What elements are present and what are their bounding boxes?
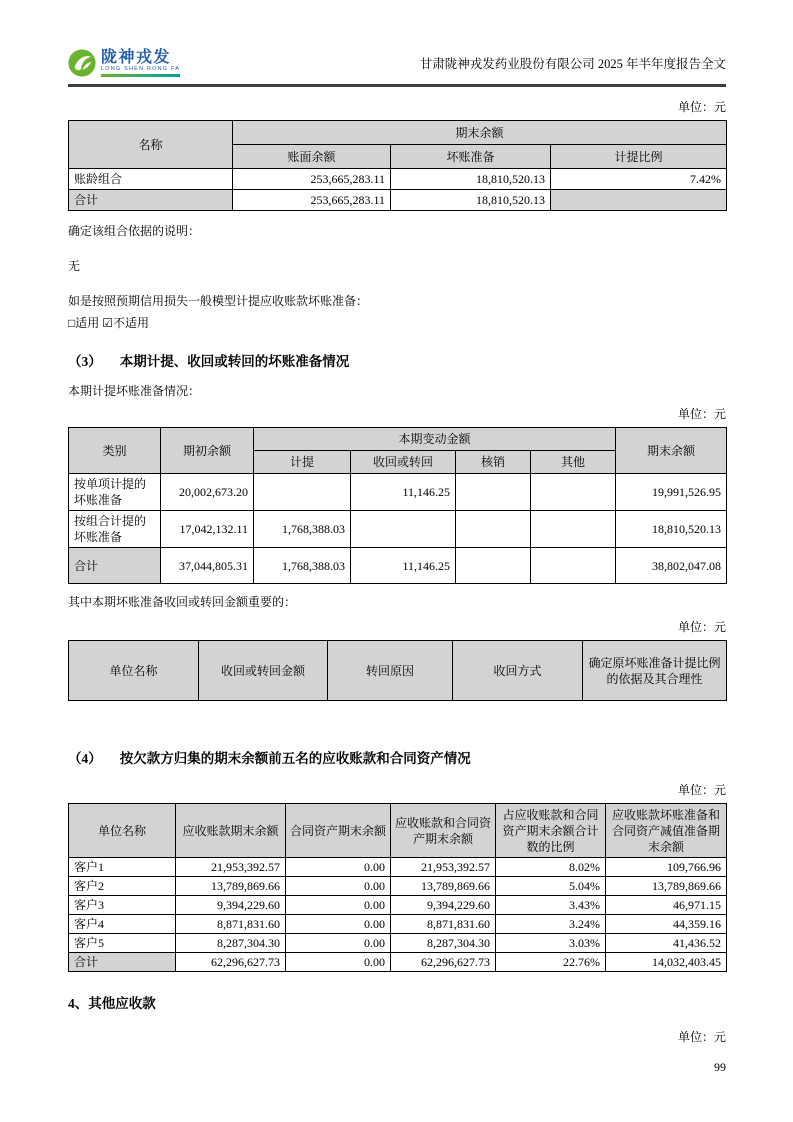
column-header-provision-basis: 确定原坏账准备计提比例的依据及其合理性 — [583, 641, 727, 701]
column-header-book-balance: 账面余额 — [233, 145, 391, 169]
cell-other — [531, 474, 616, 511]
unit-label: 单位：元 — [677, 783, 726, 797]
column-header-opening-balance: 期初余额 — [161, 428, 254, 474]
column-header-other: 其他 — [531, 451, 616, 474]
column-header-entity-name: 单位名称 — [69, 804, 176, 858]
table-row — [69, 934, 727, 953]
top-five-debtors-table — [68, 803, 727, 972]
table-row — [69, 877, 727, 896]
column-group-period-changes: 本期变动金额 — [254, 428, 616, 451]
section-3-title: 本期计提、收回或转回的坏账准备情况 — [119, 354, 350, 369]
section-other-receivables-heading: 4、其他应收款 — [68, 996, 156, 1011]
cell-writeoff — [456, 548, 531, 584]
column-header-bad-debt: 坏账准备 — [391, 145, 551, 169]
section-4-heading — [68, 749, 726, 768]
column-header-contract-asset-ending: 合同资产期末余额 — [286, 804, 391, 858]
column-header-entity-name: 单位名称 — [69, 641, 199, 701]
cell-book-balance: 253,665,283.11 — [233, 169, 391, 190]
cell-ar: 9,394,229.60 — [176, 896, 286, 915]
cell-sum: 13,789,869.66 — [391, 877, 496, 896]
row-label: 客户1 — [69, 858, 176, 877]
cell-ratio: 22.76% — [496, 953, 606, 972]
column-header-provision-ending: 应收账款坏账准备和合同资产减值准备期末余额 — [606, 804, 727, 858]
cell-opening: 37,044,805.31 — [161, 548, 254, 584]
cell-other — [531, 548, 616, 584]
row-label: 账龄组合 — [69, 169, 233, 190]
cell-ar: 8,287,304.30 — [176, 934, 286, 953]
cell-ratio — [551, 190, 727, 211]
column-header-category: 类别 — [69, 428, 161, 474]
logo-en-text: LONG SHEN RONG FA — [101, 66, 181, 73]
row-label: 合计 — [69, 953, 176, 972]
column-header-writeoff: 核销 — [456, 451, 531, 474]
cell-provision: 14,032,403.45 — [606, 953, 727, 972]
significant-recovery-table — [68, 640, 727, 701]
column-header-ar-ending: 应收账款期末余额 — [176, 804, 286, 858]
ecl-note-label: 如是按照预期信用损失一般模型计提应收账款坏账准备： — [68, 294, 369, 308]
cell-contract: 0.00 — [286, 934, 391, 953]
cell-ratio: 8.02% — [496, 858, 606, 877]
column-header-ratio: 计提比例 — [551, 145, 727, 169]
company-logo — [68, 49, 180, 77]
logo-cn-text: 陇神戎发 — [101, 49, 172, 67]
header-rule — [68, 84, 726, 87]
cell-provision: 46,971.15 — [606, 896, 727, 915]
aging-portfolio-table — [68, 120, 727, 211]
cell-sum: 21,953,392.57 — [391, 858, 496, 877]
company-logo-icon — [68, 49, 96, 77]
page-header — [68, 46, 726, 80]
column-group-ending-balance: 期末余额 — [233, 121, 727, 145]
cell-ending: 18,810,520.13 — [616, 511, 727, 548]
bad-debt-movement-table — [68, 427, 727, 584]
cell-bad-debt: 18,810,520.13 — [391, 169, 551, 190]
unit-label: 单位：元 — [677, 620, 726, 634]
cell-other — [531, 511, 616, 548]
cell-recovered — [351, 511, 456, 548]
cell-contract: 0.00 — [286, 858, 391, 877]
row-label: 合计 — [69, 190, 233, 211]
row-label: 客户3 — [69, 896, 176, 915]
table-row-total — [69, 190, 727, 211]
cell-accrual: 1,768,388.03 — [254, 548, 351, 584]
cell-bad-debt: 18,810,520.13 — [391, 190, 551, 211]
cell-ar: 21,953,392.57 — [176, 858, 286, 877]
cell-ar: 13,789,869.66 — [176, 877, 286, 896]
cell-accrual — [254, 474, 351, 511]
section-4-title: 按欠款方归集的期末余额前五名的应收账款和合同资产情况 — [119, 751, 471, 766]
cell-sum: 8,871,831.60 — [391, 915, 496, 934]
column-header-recovered-amount: 收回或转回金额 — [199, 641, 328, 701]
section-3-number: （3） — [68, 354, 102, 369]
table-row-total — [69, 953, 727, 972]
row-label: 客户2 — [69, 877, 176, 896]
cell-ending: 38,802,047.08 — [616, 548, 727, 584]
row-label: 按组合计提的坏账准备 — [69, 511, 161, 548]
basis-note-label: 确定该组合依据的说明： — [68, 224, 201, 238]
cell-opening: 17,042,132.11 — [161, 511, 254, 548]
cell-ratio: 7.42% — [551, 169, 727, 190]
column-header-proportion: 占应收账款和合同资产期末余额合计数的比例 — [496, 804, 606, 858]
row-label: 按单项计提的坏账准备 — [69, 474, 161, 511]
cell-contract: 0.00 — [286, 896, 391, 915]
cell-recovered: 11,146.25 — [351, 474, 456, 511]
table-row — [69, 915, 727, 934]
cell-book-balance: 253,665,283.11 — [233, 190, 391, 211]
cell-ending: 19,991,526.95 — [616, 474, 727, 511]
column-header-accrual: 计提 — [254, 451, 351, 474]
cell-ratio: 3.24% — [496, 915, 606, 934]
cell-provision: 41,436.52 — [606, 934, 727, 953]
unit-label: 单位：元 — [677, 100, 726, 114]
section-4-number: （4） — [68, 751, 102, 766]
logo-underline — [101, 74, 180, 77]
cell-ar: 8,871,831.60 — [176, 915, 286, 934]
cell-opening: 20,002,673.20 — [161, 474, 254, 511]
cell-provision: 109,766.96 — [606, 858, 727, 877]
row-label: 合计 — [69, 548, 161, 584]
table-row — [69, 474, 727, 511]
unit-label: 单位：元 — [677, 407, 726, 421]
unit-label: 单位：元 — [677, 1030, 726, 1044]
cell-sum: 8,287,304.30 — [391, 934, 496, 953]
cell-contract: 0.00 — [286, 877, 391, 896]
column-header-reversal-reason: 转回原因 — [328, 641, 453, 701]
cell-provision: 13,789,869.66 — [606, 877, 727, 896]
basis-note-value: 无 — [68, 259, 81, 273]
cell-ratio: 5.04% — [496, 877, 606, 896]
column-header-ending-balance: 期末余额 — [616, 428, 727, 474]
cell-accrual: 1,768,388.03 — [254, 511, 351, 548]
page-number: 99 — [714, 1060, 726, 1074]
cell-contract: 0.00 — [286, 953, 391, 972]
cell-ratio: 3.43% — [496, 896, 606, 915]
cell-recovered: 11,146.25 — [351, 548, 456, 584]
table-row — [69, 896, 727, 915]
column-header-recovery-method: 收回方式 — [453, 641, 583, 701]
table-row — [69, 858, 727, 877]
column-header-ar-and-contract-ending: 应收账款和合同资产期末余额 — [391, 804, 496, 858]
section-3-heading — [68, 352, 726, 371]
cell-writeoff — [456, 474, 531, 511]
table-row — [69, 169, 727, 190]
cell-sum: 62,296,627.73 — [391, 953, 496, 972]
table-row — [69, 511, 727, 548]
document-title: 甘肃陇神戎发药业股份有限公司 2025 年半年度报告全文 — [419, 57, 726, 71]
column-header-name: 名称 — [69, 121, 233, 169]
applicability-checkboxes: □适用 ☑不适用 — [68, 316, 150, 330]
column-header-recovered: 收回或转回 — [351, 451, 456, 474]
cell-ar: 62,296,627.73 — [176, 953, 286, 972]
cell-writeoff — [456, 511, 531, 548]
row-label: 客户5 — [69, 934, 176, 953]
table-row-total — [69, 548, 727, 584]
cell-ratio: 3.03% — [496, 934, 606, 953]
section-3-intro: 本期计提坏账准备情况： — [68, 384, 201, 398]
cell-sum: 9,394,229.60 — [391, 896, 496, 915]
cell-contract: 0.00 — [286, 915, 391, 934]
cell-provision: 44,359.16 — [606, 915, 727, 934]
row-label: 客户4 — [69, 915, 176, 934]
recovery-note: 其中本期坏账准备收回或转回金额重要的： — [68, 595, 297, 609]
